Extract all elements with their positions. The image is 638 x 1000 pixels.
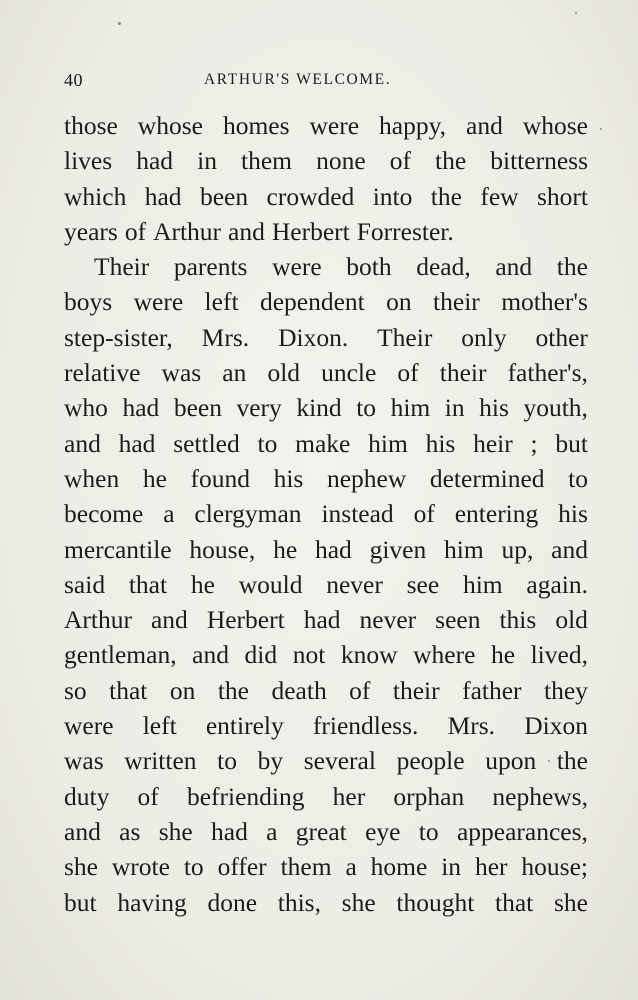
text-line: when he found his nephew determined to (64, 463, 588, 493)
text-line: years of Arthur and Herbert Forrester. (64, 216, 454, 246)
running-head (64, 70, 586, 94)
paper-speck (118, 22, 121, 25)
text-line: who had been very kind to him in his youth, (64, 393, 588, 423)
paper-speck (600, 128, 602, 130)
text-line: so that on the death of their father they (64, 675, 588, 705)
body-text (64, 108, 588, 920)
paper-speck (575, 12, 577, 14)
text-line: Their parents were both dead, and the (94, 252, 588, 282)
text-line: Arthur and Herbert had never seen this old (64, 605, 588, 635)
text-line: relative was an old uncle of their father's, (64, 358, 588, 388)
text-line: duty of befriending her orphan nephews, (64, 781, 588, 811)
paper-speck (548, 760, 550, 762)
text-line: was written to by several people upon the (64, 746, 588, 776)
text-line: those whose homes were happy, and whose (64, 111, 588, 140)
text-line: were left entirely friendless. Mrs. Dixon (64, 711, 588, 741)
text-line: boys were left dependent on their mother's (64, 287, 588, 317)
text-line: mercantile house, he had given him up, and (64, 534, 588, 564)
text-line: step-sister, Mrs. Dixon. Their only other (64, 322, 588, 352)
running-title: ARTHUR'S WELCOME. (204, 71, 392, 88)
text-line: and had settled to make him his heir ; but (64, 428, 588, 458)
text-line: lives had in them none of the bitterness (64, 146, 588, 176)
text-line: gentleman, and did not know where he lived, (64, 640, 588, 670)
text-line: she wrote to offer them a home in her house; (64, 852, 588, 882)
text-line: which had been crowded into the few short (64, 181, 588, 211)
page-number: 40 (64, 70, 83, 90)
text-line: but having done this, she thought that she (64, 887, 588, 917)
text-line: become a clergyman instead of entering his (64, 499, 588, 529)
text-line: said that he would never see him again. (64, 569, 588, 599)
text-line: and as she had a great eye to appearances, (64, 816, 588, 846)
